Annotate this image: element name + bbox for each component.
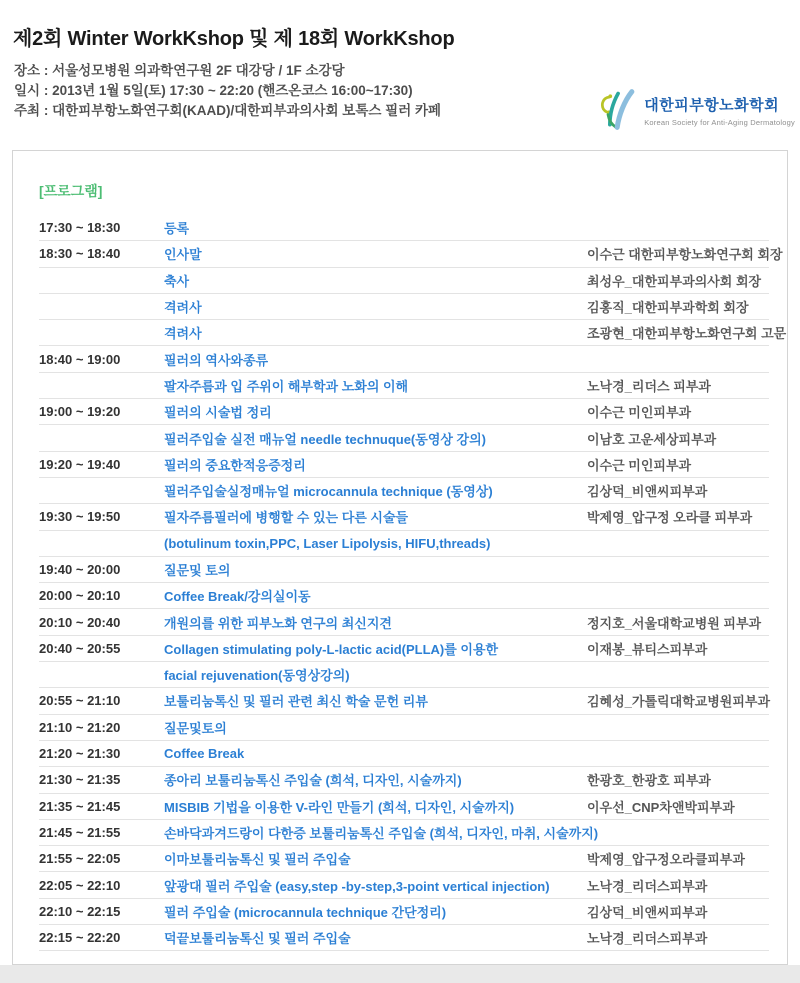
program-row [39,741,769,767]
session-speaker: 이재봉_뷰티스피부과 [587,641,708,657]
session-title: 필러의 시술법 정리 [164,405,272,421]
program-row [39,609,769,635]
program-panel [12,150,788,965]
session-speaker: 이수근 미인피부과 [587,405,692,421]
session-time: 18:30 ~ 18:40 [39,246,121,262]
program-row [39,241,783,267]
program-row [39,715,769,741]
session-title: 격려사 [164,326,202,342]
event-info [14,61,441,121]
session-title: 필러주입술 실전 매뉴얼 needle technuque(동영상 강의) [164,431,486,447]
session-time: 22:10 ~ 22:15 [39,903,121,919]
program-row [39,583,769,609]
session-title: 축사 [164,273,190,289]
session-speaker: 노낙경_리더스피부과 [587,878,708,894]
session-title: 덕끝보툴리눔톡신 및 필러 주입술 [164,931,351,947]
program-row [39,636,769,662]
session-title: facial rejuvenation(동영상강의) [164,668,350,684]
session-time: 19:40 ~ 20:00 [39,562,121,577]
session-time: 20:10 ~ 20:40 [39,614,121,630]
program-row [39,794,769,820]
session-title: 인사말 [164,247,202,263]
program-row [39,531,769,557]
session-speaker: 노낙경_리더스피부과 [587,931,708,947]
session-title: 필러주입술실정매뉴얼 microcannula technique (동영상) [164,484,493,500]
page-title: 제2회 Winter WorkKshop 및 제 18회 WorkKshop [13,28,455,50]
program-row [39,557,769,583]
program-row [39,346,769,372]
session-speaker: 한광호_한광호 피부과 [587,773,711,789]
session-speaker: 박제영_압구정 오라클 피부과 [587,510,753,526]
session-title: 격려사 [164,300,202,316]
session-title: 손바닥과겨드랑이 다한증 보툴리눔톡신 주입술 (희석, 디자인, 마취, 시술까지) [164,825,599,841]
program-table [39,215,787,951]
program-row [39,452,769,478]
session-title: 종아리 보툴리눔톡신 주입술 (희석, 디자인, 시술까지) [164,773,462,789]
session-title: 이마보툴리눔톡신 및 필러 주입술 [164,852,351,868]
org-logo [597,88,795,132]
session-time: 21:35 ~ 21:45 [39,798,121,814]
session-title: Collagen stimulating poly-L-lactic acid(PLLA)를 이용한 [164,641,499,657]
session-title: Coffee Break/강의실이동 [164,589,311,605]
program-row [39,925,769,951]
session-time: 21:45 ~ 21:55 [39,824,121,840]
program-row [39,899,769,925]
org-logo-leaf-icon [597,88,641,132]
program-row [39,872,769,898]
event-info-organizer: 주최 : 대한피부항노화연구회(KAAD)/대한피부과의사회 보톡스 필러 카페 [14,103,442,118]
program-row [39,767,769,793]
session-speaker: 김홍직_대한피부과학회 회장 [587,300,749,316]
session-title: 질문및 토의 [164,563,231,578]
program-row [39,846,769,872]
event-info-datetime: 일시 : 2013년 1월 5일(토) 17:30 ~ 22:20 (핸즈온코스 16:00~17:30) [14,83,413,98]
program-section-label: [프로그램] [39,183,103,199]
program-row [39,268,769,294]
session-speaker: 이수근 미인피부과 [587,457,692,473]
page-bottom-strip [0,965,800,983]
org-name: 대한피부항노화학회 [644,96,780,114]
program-row [39,320,787,346]
session-speaker: 김혜성_가톨릭대학교병원피부과 [587,694,771,710]
program-row [39,478,769,504]
session-speaker: 김상덕_비앤씨피부과 [587,904,708,920]
session-title: MISBIB 기법을 이용한 V-라인 만들기 (희석, 디자인, 시술까지) [164,799,515,815]
session-time: 20:55 ~ 21:10 [39,693,121,709]
org-subtitle: Korean Society for Anti-Aging Dermatology [644,117,795,127]
session-time: 18:40 ~ 19:00 [39,351,121,367]
session-time: 19:20 ~ 19:40 [39,456,121,472]
session-title: (botulinum toxin,PPC, Laser Lipolysis, HIFU,threads) [164,535,491,551]
session-time: 20:00 ~ 20:10 [39,588,121,604]
session-title: 등록 [164,221,190,237]
program-row [39,820,769,846]
event-info-venue: 장소 : 서울성모병원 의과학연구원 2F 대강당 / 1F 소강당 [14,63,345,78]
org-logo-text [644,94,795,127]
session-time: 22:05 ~ 22:10 [39,877,121,893]
session-speaker: 김상덕_비앤씨피부과 [587,484,708,500]
session-time: 21:55 ~ 22:05 [39,851,121,867]
program-row [39,399,769,425]
session-title: 앞광대 필러 주입술 (easy,step -by-step,3-point vertical injection) [164,878,550,894]
session-time: 19:30 ~ 19:50 [39,509,121,525]
program-row [39,294,769,320]
session-title: Coffee Break [164,746,245,762]
session-speaker: 이우선_CNP차앤박피부과 [587,799,735,815]
session-speaker: 정지호_서울대학교병원 피부과 [587,615,762,631]
session-time: 22:15 ~ 22:20 [39,930,121,946]
session-speaker: 이수근 대한피부항노화연구회 회장 [587,247,783,263]
session-title: 필러의 중요한적응증정리 [164,457,306,473]
program-row [39,425,769,451]
session-speaker: 최성우_대한피부과의사회 회장 [587,273,762,289]
program-row [39,504,769,530]
session-time: 17:30 ~ 18:30 [39,220,121,236]
program-row [39,662,769,688]
session-title: 팔자주름과 입 주위이 해부학과 노화의 이해 [164,378,409,394]
program-row [39,688,769,714]
session-title: 질문및토의 [164,720,227,736]
session-time: 21:10 ~ 21:20 [39,719,121,735]
session-time: 19:00 ~ 19:20 [39,404,121,420]
session-time: 21:20 ~ 21:30 [39,746,121,762]
session-time: 20:40 ~ 20:55 [39,640,121,656]
session-title: 필러 주입술 (microcannula technique 간단정리) [164,904,447,920]
session-speaker: 조광현_대한피부항노화연구회 고문 [587,326,787,342]
session-title: 보툴리눔톡신 및 필러 관련 최신 학술 문헌 리뷰 [164,694,428,710]
program-row [39,215,769,241]
session-speaker: 노낙경_리더스 피부과 [587,378,711,394]
program-row [39,373,769,399]
session-time: 21:30 ~ 21:35 [39,772,121,788]
session-title: 개원의를 위한 피부노화 연구의 최신지견 [164,615,392,631]
session-speaker: 박제영_압구정오라클피부과 [587,852,745,868]
session-title: 필자주름필러에 병행할 수 있는 다른 시술들 [164,510,409,526]
session-title: 필러의 역사와종류 [164,352,269,368]
session-speaker: 이남호 고운세상피부과 [587,431,717,447]
